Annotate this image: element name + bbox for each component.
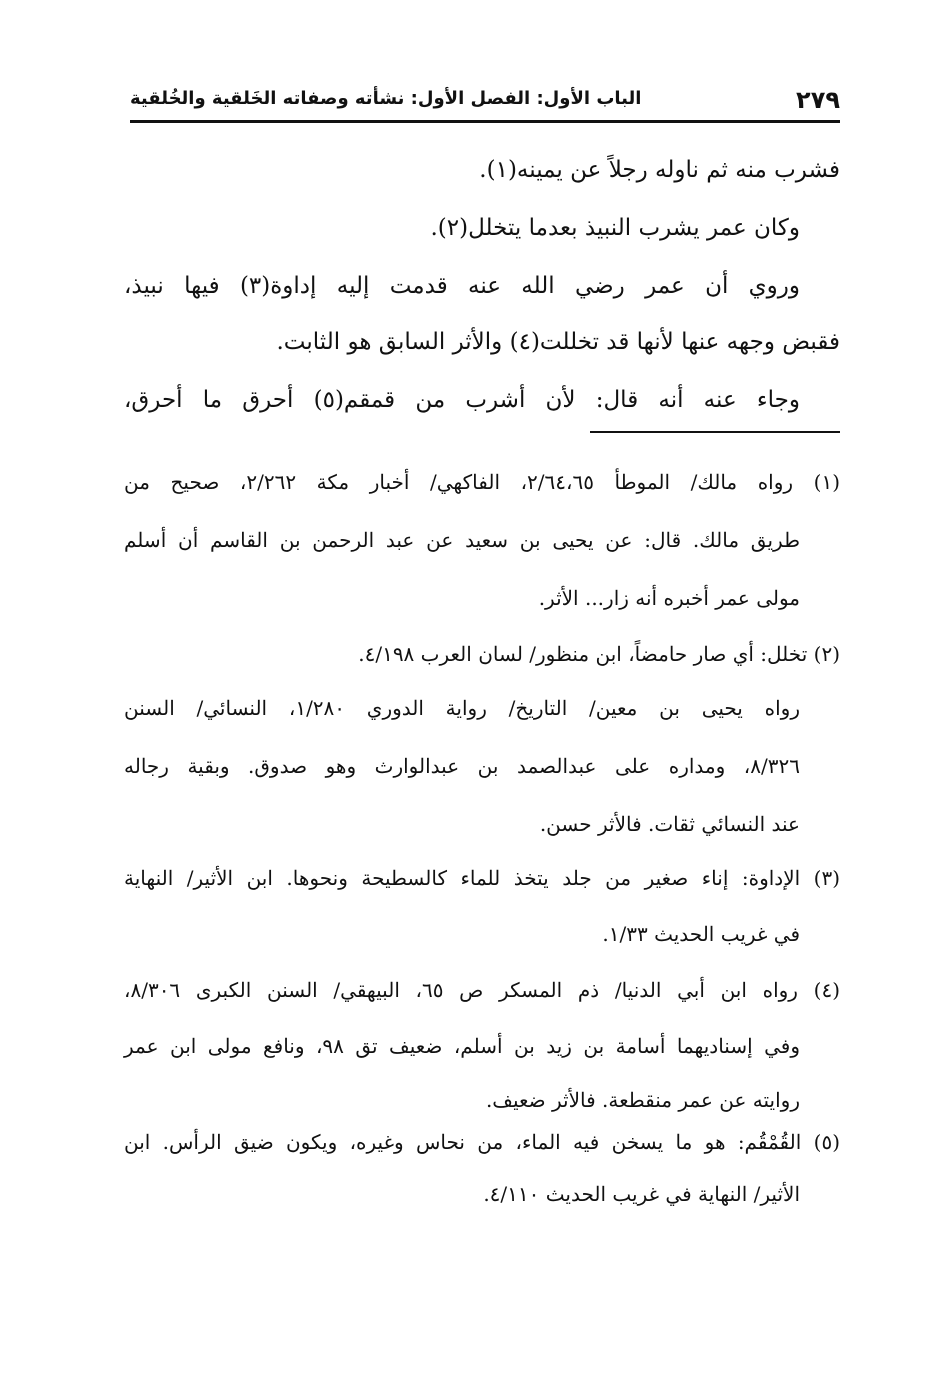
footnote-line: (١) رواه مالك/ الموطأ ٢/٦٤،٦٥، الفاكهي/ أخبار مكة ٢/٢٦٢، صحيح من: [124, 470, 840, 494]
footnote-line: (٣) الإداوة: إناء صغير من جلد يتخذ للماء كالسطيحة ونحوها. ابن الأثير/ النهاية: [124, 866, 840, 890]
footnote-line: مولى عمر أخبره أنه زار... الأثر.: [538, 586, 800, 610]
main-text-line: وكان عمر يشرب النبيذ بعدما يتخلل(٢).: [430, 215, 800, 241]
footnote-line: ٨/٣٢٦، ومداره على عبدالصمد بن عبدالوارث وهو صدوق. وبقية رجاله: [124, 754, 800, 778]
running-title: الباب الأول: الفصل الأول: نشأته وصفاته الخَلقية والخُلقية: [130, 88, 642, 109]
main-text-line: فقبض وجهه عنها لأنها قد تخللت(٤) والأثر السابق هو الثابت.: [276, 329, 840, 355]
page-number: ٢٧٩: [796, 86, 840, 114]
footnote-separator: [590, 431, 840, 433]
footnote-line: وفي إسناديهما أسامة بن زيد بن أسلم، ضعيف تق ٩٨، ونافع مولى ابن عمر: [124, 1034, 800, 1058]
footnote-line: في غريب الحديث ١/٣٣.: [602, 922, 800, 946]
footnote-line: الأثير/ النهاية في غريب الحديث ٤/١١٠.: [483, 1182, 800, 1206]
footnote-line: روايته عن عمر منقطعة. فالأثر ضعيف.: [485, 1088, 800, 1112]
footnote-line: (٥) القُمْقُم: هو ما يسخن فيه الماء، من نحاس وغيره، ويكون ضيق الرأس. ابن: [124, 1130, 840, 1154]
footnote-line: عند النسائي ثقات. فالأثر حسن.: [539, 812, 800, 836]
footnotes: [124, 462, 840, 1222]
main-text: [124, 150, 840, 413]
main-text-line: وجاء عنه أنه قال: لأن أشرب من قمقم(٥) أحرق ما أحرق،: [124, 387, 801, 413]
footnote-line: طريق مالك. قال: عن يحيى بن سعيد عن عبد الرحمن بن القاسم أن أسلم: [124, 528, 800, 552]
main-text-line: وروي أن عمر رضي الله عنه قدمت إليه إداوة(٣) فيها نبيذ،: [124, 273, 800, 299]
footnote-line: (٤) رواه ابن أبي الدنيا/ ذم المسكر ص ٦٥، البيهقي/ السنن الكبرى ٨/٣٠٦،: [124, 978, 840, 1002]
footnote-line: (٢) تخلل: أي صار حامضاً، ابن منظور/ لسان العرب ٤/١٩٨.: [358, 642, 840, 666]
main-text-line: فشرب منه ثم ناوله رجلاً عن يمينه(١).: [479, 157, 840, 183]
header-rule: [130, 120, 840, 123]
page-header: [130, 84, 840, 120]
footnote-line: رواه يحيى بن معين/ التاريخ/ رواية الدوري ١/٢٨٠، النسائي/ السنن: [124, 696, 800, 720]
